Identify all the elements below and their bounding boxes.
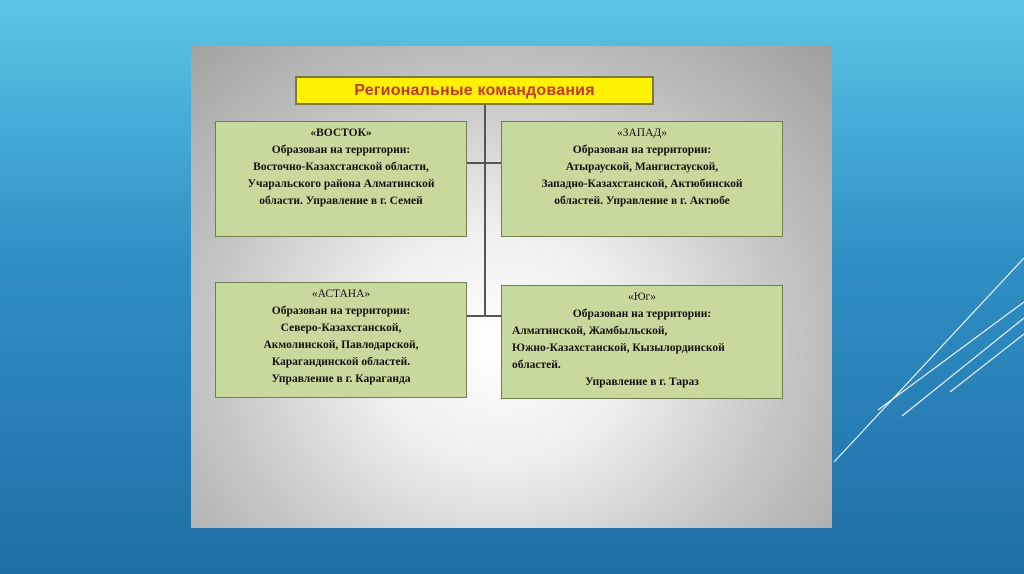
command-name: «Юг» <box>627 291 657 303</box>
command-line: Восточно-Казахстанской области, <box>253 161 429 173</box>
command-line: Образован на территории: <box>271 144 411 156</box>
command-line: Алматинской, Жамбыльской, <box>512 325 668 337</box>
command-name: «ВОСТОК» <box>310 127 372 139</box>
command-line: Карагандинской областей. <box>271 356 411 368</box>
command-line: Западно-Казахстанской, Актюбинской <box>541 178 743 190</box>
command-line: Образован на территории: <box>572 308 712 320</box>
command-line: Южно-Казахстанской, Кызылординской <box>512 342 725 354</box>
command-line: областей. <box>512 359 561 371</box>
command-line: области. Управление в г. Семей <box>259 195 423 207</box>
command-line: Образован на территории: <box>572 144 712 156</box>
diagram-title: Региональные командования <box>295 76 654 105</box>
command-line: Управление в г. Караганда <box>271 373 411 385</box>
command-line: Акмолинской, Павлодарской, <box>263 339 419 351</box>
command-name: «АСТАНА» <box>311 288 371 300</box>
command-line: Северо-Казахстанской, <box>280 322 402 334</box>
command-line: Образован на территории: <box>271 305 411 317</box>
command-name: «ЗАПАД» <box>616 127 668 139</box>
command-line: Учаральского района Алматинской <box>247 178 435 190</box>
command-line: Управление в г. Тараз <box>585 376 699 388</box>
command-line: областей. Управление в г. Актюбе <box>554 195 730 207</box>
command-line: Атырауской, Мангистауской, <box>565 161 719 173</box>
